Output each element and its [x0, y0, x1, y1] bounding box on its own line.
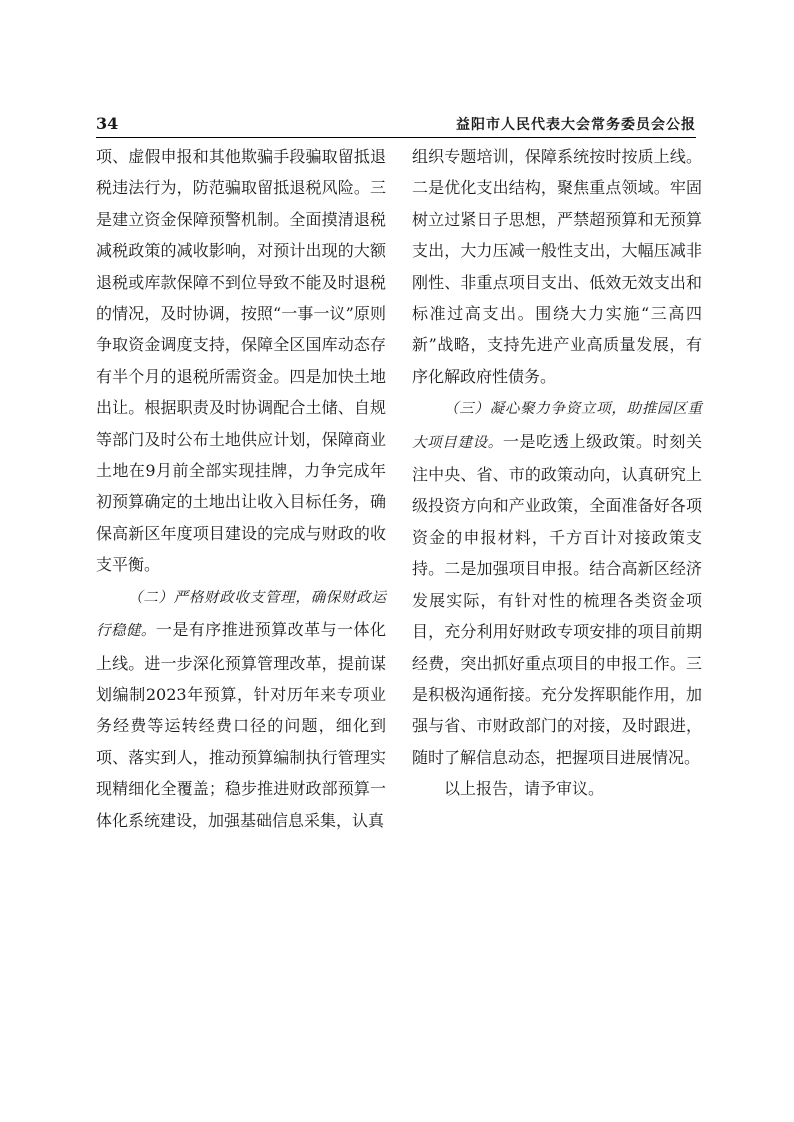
closing-line: 以上报告，请予审议。 [444, 779, 605, 799]
right-paragraph-1: 组织专题培训，保障系统按时按质上线。二是优化支出结构，聚焦重点领域。牢固树立过紧日子思想，严禁超预算和无预算支出，大力压减一般性支出，大幅压减非刚性、非重点项目支出、低效无效支出和标准过高支出。围绕大力实施“三高四新”战略，支持先进产业高质量发展，有序化解政府性债务。 [412, 147, 702, 386]
section-3-heading: （三）凝心聚力争资立项，助推园区重大项目建设。 [412, 401, 702, 451]
header-rule [96, 137, 696, 138]
section-2-body: 一是有序推进预算改革与一体化上线。进一步深化预算管理改革，提前谋划编制2023年预算，针对历年来专项业务经费等运转经费口径的问题，细化到项、落实到人，推动预算编制执行管理实现精细化全覆盖；稳步推进财政部预算一体化系统建设，加强基础信息采集，认真 [96, 620, 386, 830]
page-number: 34 [96, 114, 119, 133]
section-3-body: 一是吃透上级政策。时刻关注中央、省、市的政策动向，认真研究上级投资方向和产业政策，全面准备好各项资金的申报材料，千方百计对接政策支持。二是加强项目申报。结合高新区经济发展实际，有针对性的梳理各类资金项目，充分利用好财政专项安排的项目前期经费，突出抓好重点项目的申报工作。三是积极沟通衔接。充分发挥职能作用，加强与省、市财政部门的对接，及时跟进，随时了解信息动态，把握项目进展情况。 [412, 431, 702, 767]
page-header [96, 112, 696, 138]
left-paragraph-1: 项、虚假申报和其他欺骗手段骗取留抵退税违法行为，防范骗取留抵退税风险。三是建立资金保障预警机制。全面摸清退税减税政策的减收影响，对预计出现的大额退税或库款保障不到位导致不能及时退税的情况，及时协调，按照“一事一议”原则争取资金调度支持，保障全区国库动态存有半个月的退税所需资金。四是加快土地出让。根据职责及时协调配合土储、自规等部门及时公布土地供应计划，保障商业土地在9月前全部实现挂牌，力争完成年初预算确定的土地出让收入目标任务，确保高新区年度项目建设的完成与财政的收支平衡。 [96, 147, 386, 575]
right-paragraph-2 [412, 392, 702, 773]
left-paragraph-2 [96, 581, 386, 836]
right-column [412, 141, 702, 805]
left-column [96, 141, 386, 836]
section-2-heading: （二）严格财政收支管理，确保财政运行稳健。 [96, 589, 386, 640]
journal-title: 益阳市人民代表大会常务委员会公报 [456, 117, 696, 133]
